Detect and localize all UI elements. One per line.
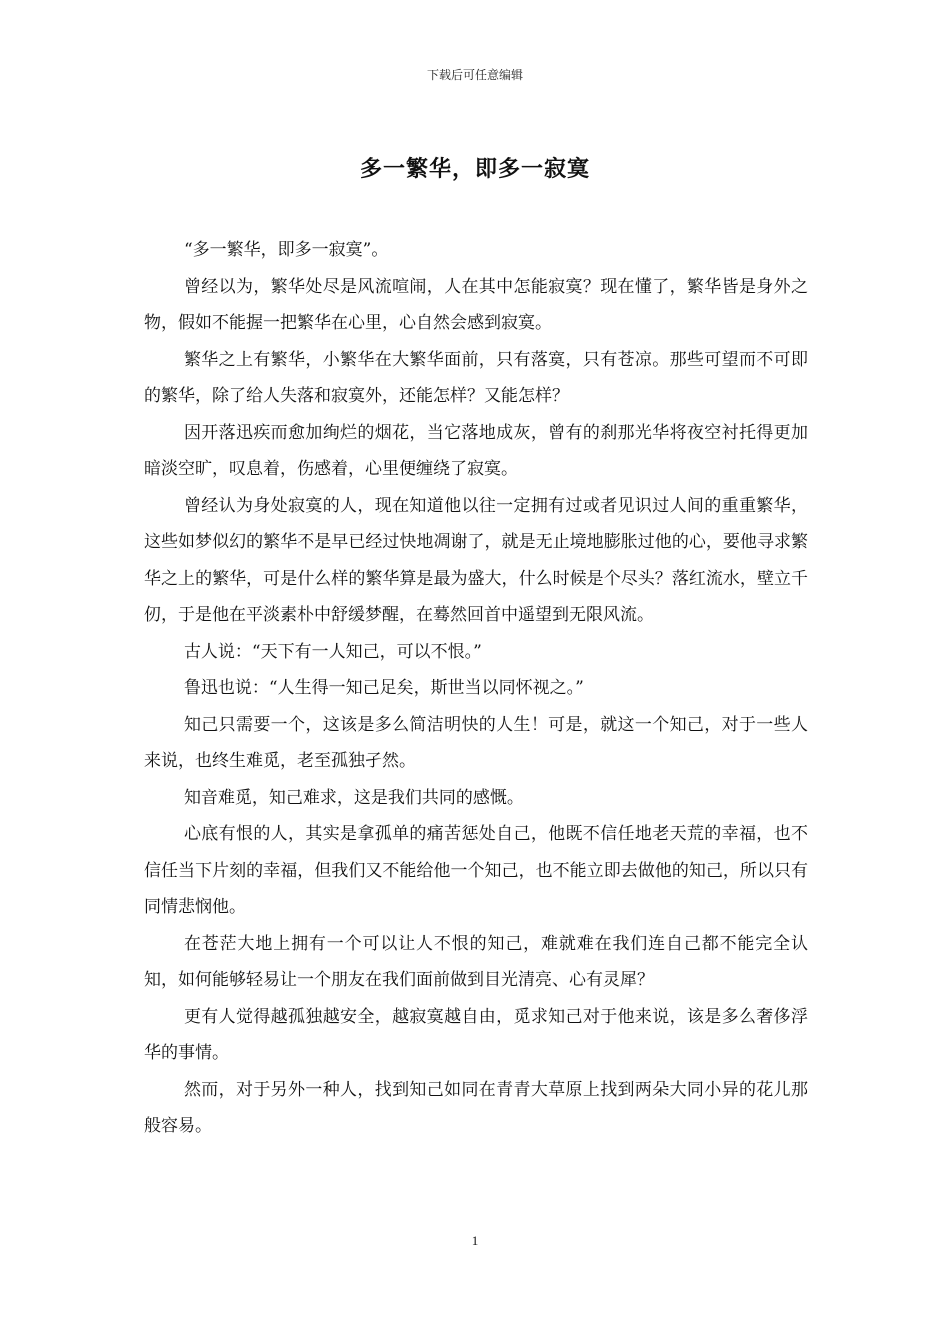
- header-note: 下载后可任意编辑: [426, 68, 523, 82]
- paragraph: 因开落迅疾而愈加绚烂的烟花，当它落地成灰，曾有的刹那光华将夜空衬托得更加暗淡空旷，叹息着，伤感着，心里便缠绕了寂寞。: [144, 422, 808, 479]
- paragraph: 曾经认为身处寂寞的人，现在知道他以往一定拥有过或者见识过人间的重重繁华，这些如梦似幻的繁华不是早已经过快地凋谢了，就是无止境地膨胀过他的心，要他寻求繁华之上的繁华，可是什么样的繁华算是最为盛大，什么时候是个尽头？落红流水，壁立千仞，于是他在平淡素朴中舒缓梦醒，在蓦然回首中遥望到无限风流。: [144, 495, 808, 625]
- document-title: 多一繁华，即多一寂寞: [359, 157, 590, 182]
- paragraph: 知己只需要一个，这该是多么简洁明快的人生！可是，就这一个知己，对于一些人来说，也终生难觅，老至孤独孑然。: [144, 714, 808, 771]
- document-body: [144, 232, 808, 1145]
- paragraph: 在苍茫大地上拥有一个可以让人不恨的知己，难就难在我们连自己都不能完全认知，如何能够轻易让一个朋友在我们面前做到目光清亮、心有灵犀？: [144, 933, 808, 990]
- paragraph: 古人说：“天下有一人知己，可以不恨。”: [183, 641, 482, 662]
- paragraph: 鲁迅也说：“人生得一知己足矣，斯世当以同怀视之。”: [183, 678, 584, 698]
- paragraph: 繁华之上有繁华，小繁华在大繁华面前，只有落寞，只有苍凉。那些可望而不可即的繁华，除了给人失落和寂寞外，还能怎样？又能怎样？: [144, 349, 808, 406]
- paragraph: 曾经以为，繁华处尽是风流喧闹，人在其中怎能寂寞？现在懂了，繁华皆是身外之物，假如不能握一把繁华在心里，心自然会感到寂寞。: [144, 276, 808, 333]
- paragraph: 更有人觉得越孤独越安全，越寂寞越自由，觅求知己对于他来说，该是多么奢侈浮华的事情。: [144, 1006, 808, 1063]
- paragraph: 然而，对于另外一种人，找到知己如同在青青大草原上找到两朵大同小异的花儿那般容易。: [144, 1079, 808, 1136]
- paragraph: 心底有恨的人，其实是拿孤单的痛苦惩处自己，他既不信任地老天荒的幸福，也不信任当下片刻的幸福，但我们又不能给他一个知己，也不能立即去做他的知己，所以只有同情悲悯他。: [144, 824, 808, 917]
- paragraph: “多一繁华，即多一寂寞”。: [183, 240, 389, 260]
- page-number: 1: [471, 1233, 479, 1248]
- paragraph: 知音难觅，知己难求，这是我们共同的感慨。: [183, 787, 524, 808]
